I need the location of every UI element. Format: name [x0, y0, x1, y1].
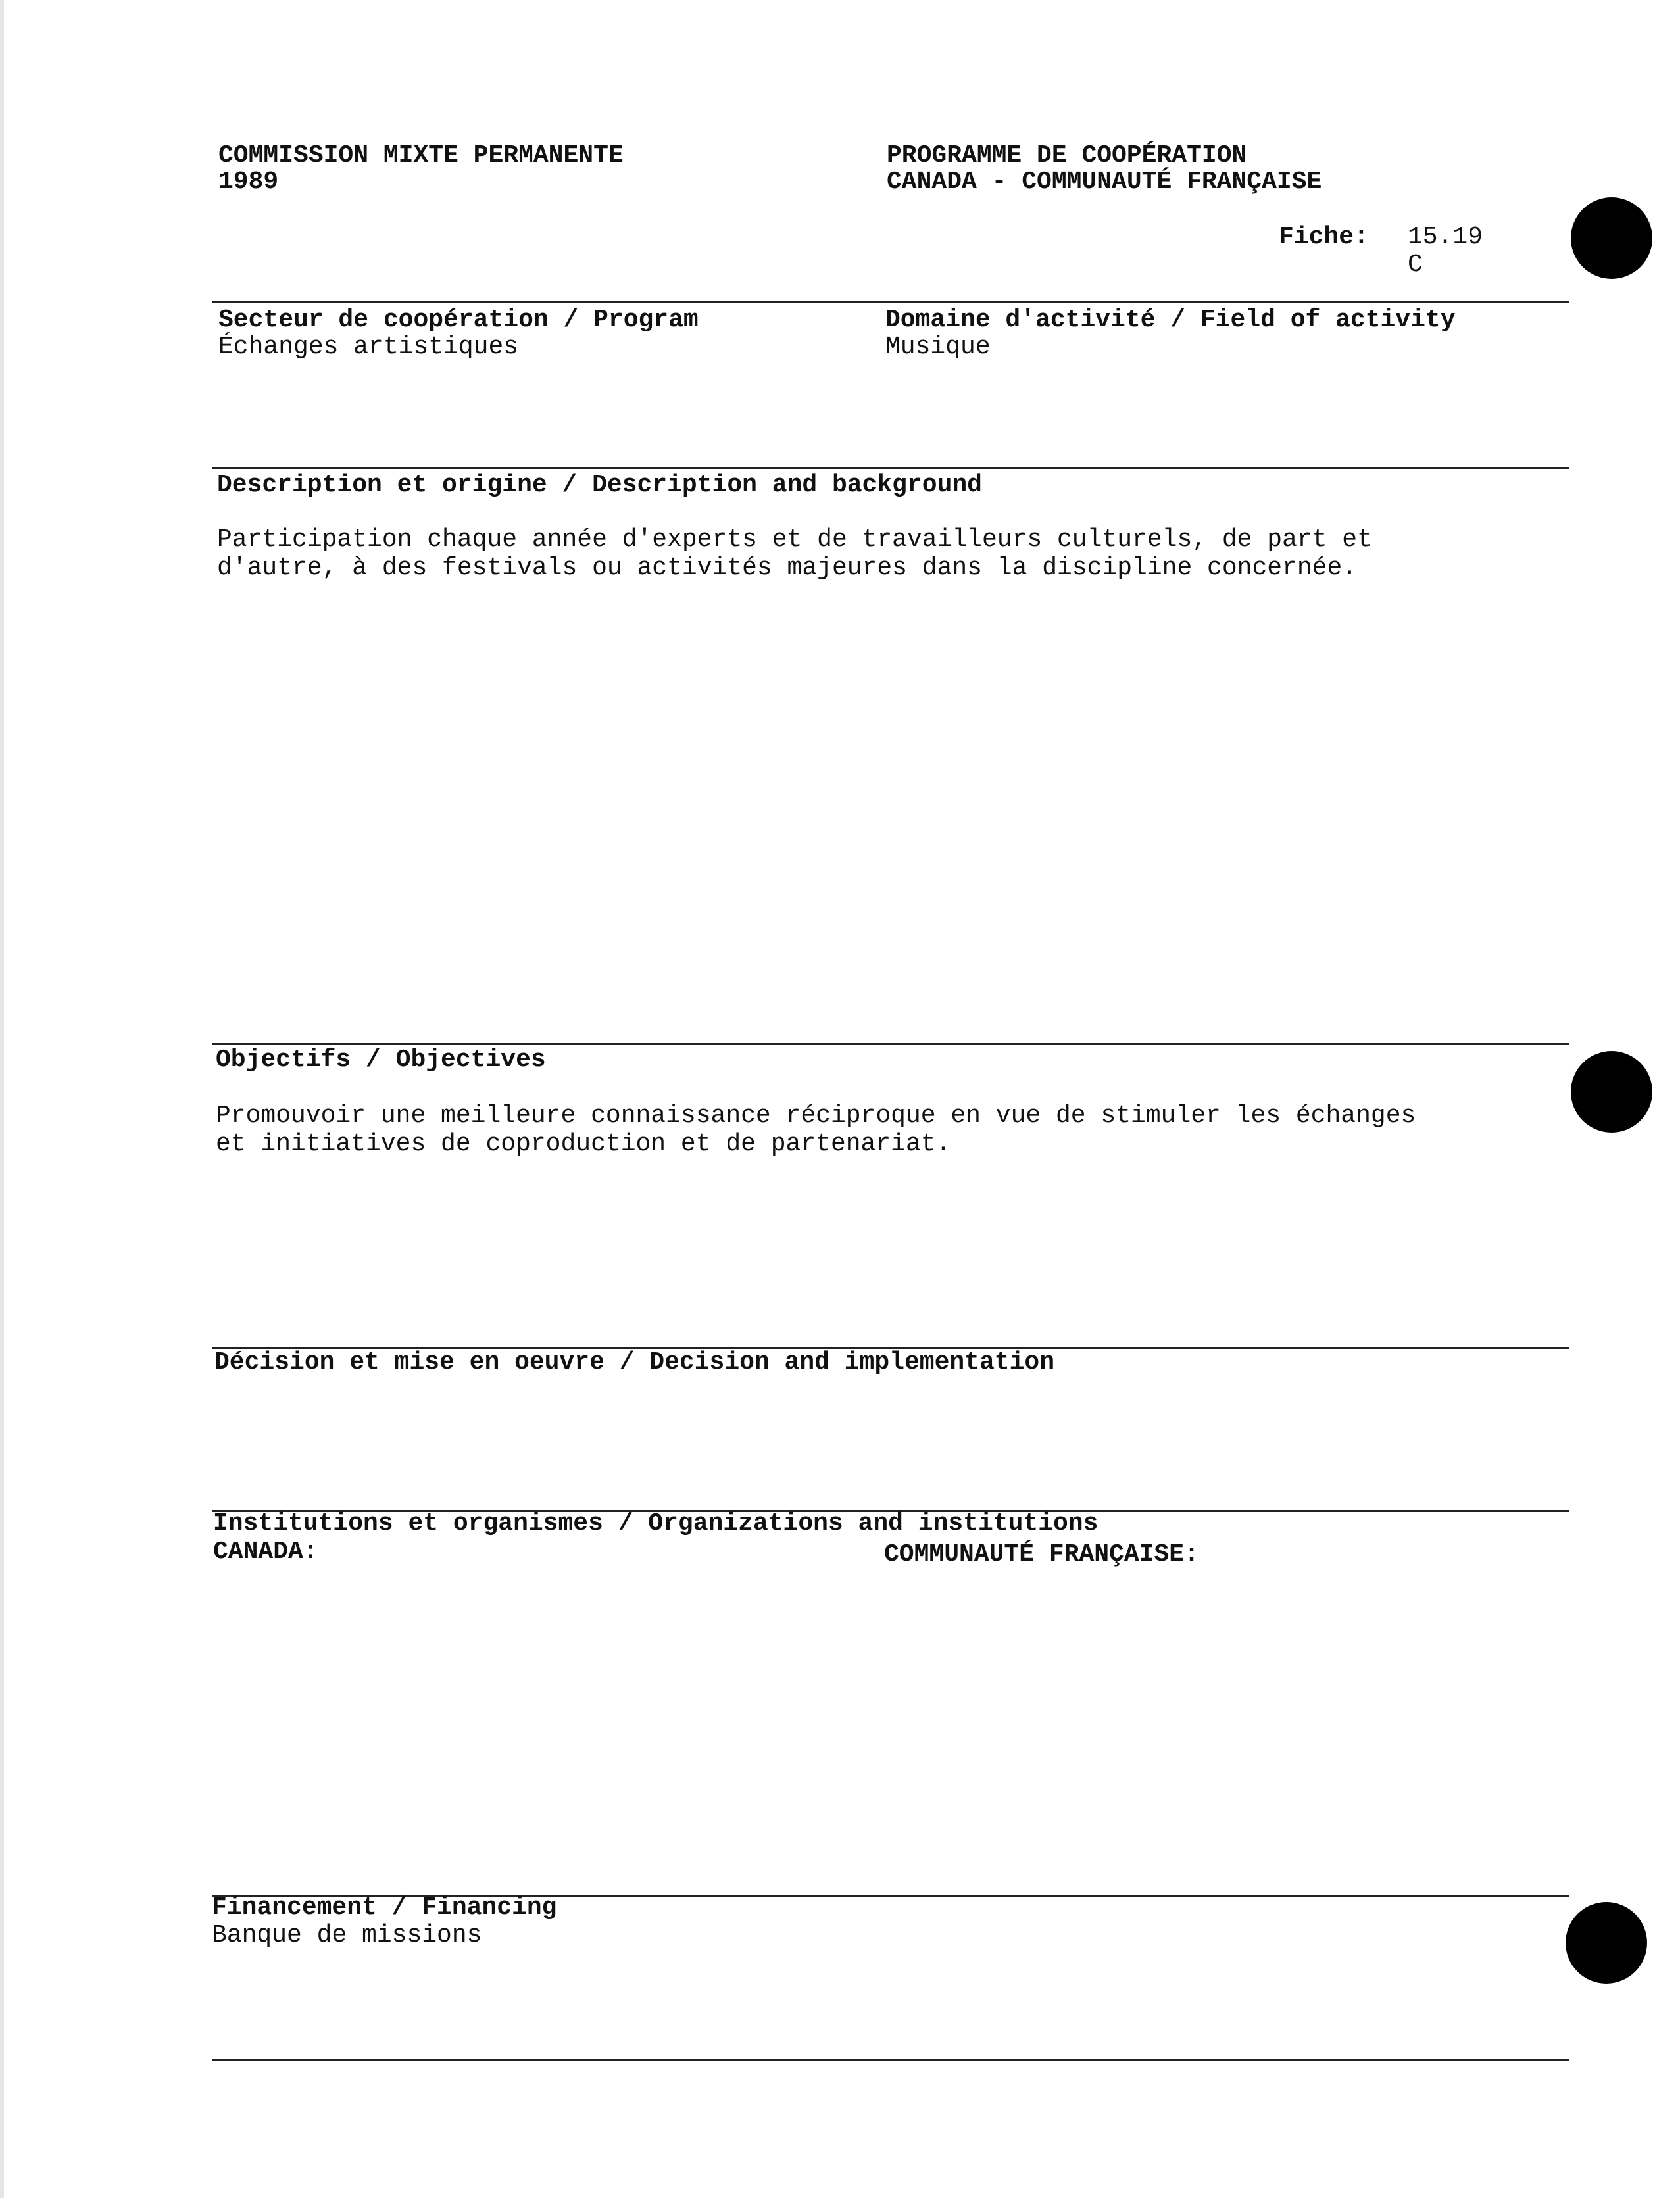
- financing-value: Banque de missions: [212, 1921, 482, 1949]
- punch-hole-middle: [1571, 1051, 1652, 1133]
- programme-subtitle: CANADA - COMMUNAUTÉ FRANÇAISE: [887, 168, 1322, 196]
- field-value: Musique: [885, 333, 991, 361]
- sector-value: Échanges artistiques: [218, 333, 519, 361]
- decision-label: Décision et mise en oeuvre / Decision and implementation: [214, 1348, 1055, 1377]
- fiche-label: Fiche:: [1279, 223, 1369, 251]
- commission-year: 1989: [218, 168, 279, 196]
- fiche-letter: C: [1408, 251, 1423, 279]
- canada-label: CANADA:: [213, 1538, 318, 1566]
- objectives-label: Objectifs / Objectives: [216, 1046, 546, 1074]
- communaute-label: COMMUNAUTÉ FRANÇAISE:: [884, 1540, 1199, 1569]
- punch-hole-bottom: [1566, 1902, 1647, 1984]
- fiche-number: 15.19: [1408, 223, 1483, 251]
- sector-label: Secteur de coopération / Program: [218, 306, 699, 334]
- commission-title: COMMISSION MIXTE PERMANENTE: [218, 141, 624, 170]
- punch-hole-top: [1571, 197, 1652, 279]
- divider-rule: [212, 2059, 1569, 2061]
- divider-rule: [212, 1043, 1569, 1045]
- institutions-label: Institutions et organismes / Organizations and institutions: [213, 1509, 1099, 1538]
- description-label: Description et origine / Description and background: [217, 471, 982, 499]
- financing-label: Financement / Financing: [212, 1893, 557, 1922]
- description-line-2: d'autre, à des festivals ou activités majeures dans la discipline concernée.: [217, 554, 1358, 582]
- field-label: Domaine d'activité / Field of activity: [885, 306, 1456, 334]
- scan-edge: [0, 0, 4, 2198]
- divider-rule: [212, 467, 1569, 469]
- programme-title: PROGRAMME DE COOPÉRATION: [887, 141, 1247, 170]
- objectives-line-1: Promouvoir une meilleure connaissance réciproque en vue de stimuler les échanges: [216, 1102, 1416, 1130]
- divider-rule: [212, 301, 1569, 303]
- objectives-line-2: et initiatives de coproduction et de partenariat.: [216, 1130, 951, 1158]
- description-line-1: Participation chaque année d'experts et de travailleurs culturels, de part et: [217, 525, 1372, 554]
